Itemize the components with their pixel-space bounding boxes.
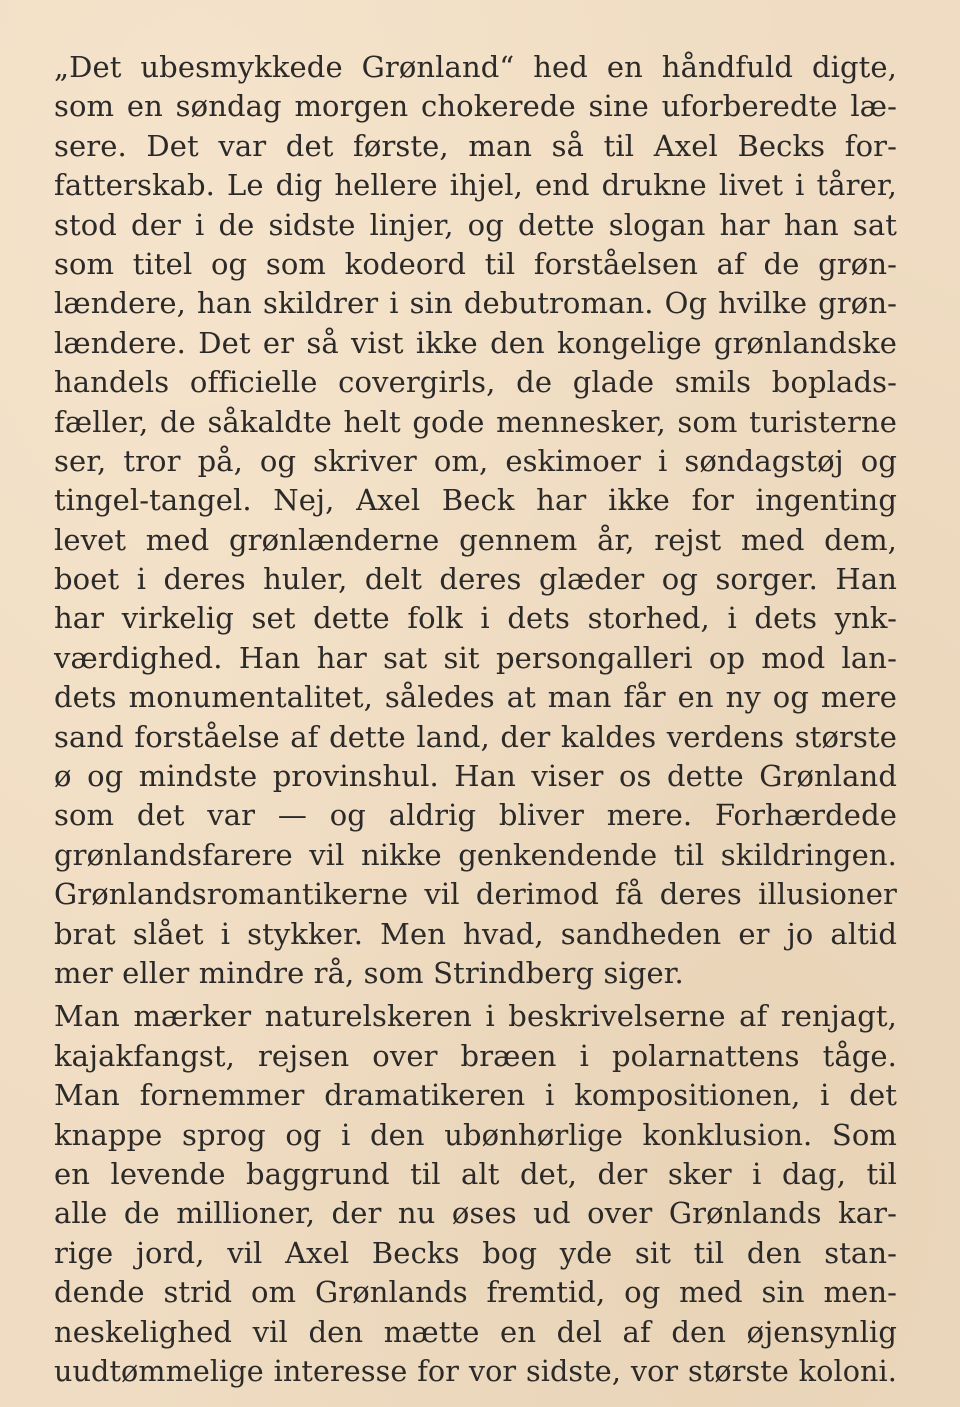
text-line: Man fornemmer dramatikeren i kompositionen, i det [54, 1078, 897, 1113]
text-line: som det var — og aldrig bliver mere. Forhærdede [54, 798, 897, 833]
text-line: Man mærker naturelskeren i beskrivelserne af renjagt, [54, 999, 897, 1034]
text-line: grønlandsfarere vil nikke genkendende til skildringen. [54, 837, 897, 872]
text-line: fatterskab. Le dig hellere ihjel, end drukne livet i tårer, [54, 168, 897, 203]
paragraph-1 [54, 48, 897, 993]
text-line: handels officielle covergirls, de glade smils boplads- [54, 365, 897, 400]
text-line: en levende baggrund til alt det, der sker i dag, til [54, 1156, 897, 1191]
text-line: dets monumentalitet, således at man får en ny og mere [54, 680, 897, 715]
text-line: brat slået i stykker. Men hvad, sandheden er jo altid [54, 916, 897, 951]
text-line: rige jord, vil Axel Becks bog yde sit til den stan- [54, 1235, 897, 1270]
text-line: „Det ubesmykkede Grønland“ hed en håndfuld digte, [54, 50, 897, 84]
text-line: mer eller mindre rå, som Strindberg siger. [54, 955, 684, 990]
text-line: sand forståelse af dette land, der kaldes verdens største [54, 719, 897, 754]
paragraph-2 [54, 997, 897, 1391]
text-line: ser, tror på, og skriver om, eskimoer i søndagstøj og [54, 443, 897, 478]
text-line: boet i deres huler, delt deres glæder og sorger. Han [54, 562, 897, 597]
text-line: knappe sprog og i den ubønhørlige konklusion. Som [54, 1117, 897, 1152]
text-line: neskelighed vil den mætte en del af den øjensynlig [54, 1314, 897, 1349]
text-line: Grønlandsromantikerne vil derimod få deres illusioner [54, 877, 897, 912]
text-line: som en søndag morgen chokerede sine uforberedte læ- [54, 89, 897, 124]
text-line: kajakfangst, rejsen over bræen i polarnattens tåge. [54, 1038, 897, 1073]
text-line: som titel og som kodeord til forståelsen af de grøn- [54, 246, 897, 281]
text-line: værdighed. Han har sat sit persongalleri op mod lan- [54, 640, 897, 675]
text-line: lændere, han skildrer i sin debutroman. Og hvilke grøn- [54, 286, 897, 321]
text-column [54, 48, 897, 1391]
text-line: lændere. Det er så vist ikke den kongelige grønlandske [54, 325, 897, 360]
text-line: fæller, de såkaldte helt gode mennesker, som turisterne [54, 404, 897, 439]
text-line: tingel-tangel. Nej, Axel Beck har ikke for ingenting [54, 483, 897, 518]
text-line: har virkelig set dette folk i dets storhed, i dets ynk- [54, 601, 897, 636]
text-line: ø og mindste provinshul. Han viser os dette Grønland [54, 759, 897, 794]
text-line: sere. Det var det første, man så til Axel Becks for- [54, 128, 897, 163]
text-line: levet med grønlænderne gennem år, rejst med dem, [54, 522, 897, 557]
text-line: uudtømmelige interesse for vor sidste, vor største koloni. [54, 1353, 897, 1388]
text-line: stod der i de sidste linjer, og dette slogan har han sat [54, 207, 897, 242]
text-line: alle de millioner, der nu øses ud over Grønlands kar- [54, 1196, 897, 1231]
text-line: dende strid om Grønlands fremtid, og med sin men- [54, 1275, 897, 1310]
